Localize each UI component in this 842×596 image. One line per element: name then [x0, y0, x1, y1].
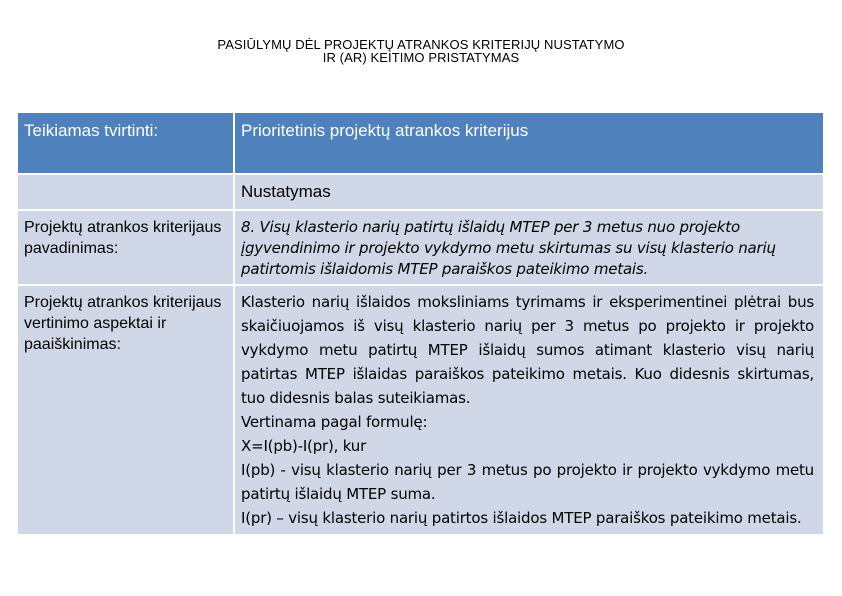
table-row — [17, 285, 824, 535]
table-subheader-row — [17, 174, 824, 210]
criterion-name-label: Projektų atrankos kriterijaus pavadinimas: — [24, 219, 222, 257]
table-header-row — [17, 112, 824, 174]
header-label-cell — [17, 112, 234, 174]
criteria-table — [16, 111, 825, 536]
evaluation-aspects-label: Projektų atrankos kriterijaus vertinimo aspektai ir paaiškinimas: — [24, 294, 222, 353]
formula: X=I(pb)-I(pr), kur — [241, 437, 367, 455]
explanation-paragraph: Klasterio narių išlaidos moksliniams tyrimams ir eksperimentinei plėtrai bus skaičiuojamos iš visų klasterio narių per 3 metus po projekto ir projekto vykdymo metu patirtų MTEP išlaidų sumos atimant klasterio visų narių patirtas MTEP išlaidas paraiškos pateikimo metais. Kuo didesnis skirtumas, tuo didesnis balas suteikiamas. — [241, 293, 814, 407]
header-value: Prioritetinis projektų atrankos kriterijus — [241, 121, 529, 140]
title-line-2: IR (AR) KEITIMO PRISTATYMAS — [322, 50, 520, 65]
subheader-value: Nustatymas — [241, 182, 331, 201]
subheader-label-cell — [17, 174, 234, 210]
row-label-cell — [17, 210, 234, 285]
row-label-cell — [17, 285, 234, 535]
subheader-value-cell — [234, 174, 824, 210]
criterion-name-value: 8. Visų klasterio narių patirtų išlaidų MTEP per 3 metus nuo projekto įgyvendinimo ir projekto vykdymo metu skirtumas su visų klasterio narių patirtomis išlaidomis MTEP paraiškos pateikimo metais. — [241, 218, 776, 278]
table-row — [17, 210, 824, 285]
header-label: Teikiamas tvirtinti: — [24, 121, 159, 140]
subheader-label — [18, 175, 233, 189]
header-value-cell — [234, 112, 824, 174]
row-value-cell — [234, 210, 824, 285]
formula-term-ipr: I(pr) – visų klasterio narių patirtos išlaidos MTEP paraiškos pateikimo metais. — [241, 509, 802, 527]
title-line-1: PASIŪLYMŲ DĖL PROJEKTŲ ATRANKOS KRITERIJŲ NUSTATYMO — [217, 37, 625, 52]
evaluation-aspects-value — [235, 286, 823, 534]
formula-term-ipb: I(pb) - visų klasterio narių per 3 metus po projekto ir projekto vykdymo metu patirtų išlaidų MTEP suma. — [241, 461, 814, 503]
formula-intro: Vertinama pagal formulę: — [241, 413, 428, 431]
row-value-cell — [234, 285, 824, 535]
document-title — [0, 38, 842, 64]
